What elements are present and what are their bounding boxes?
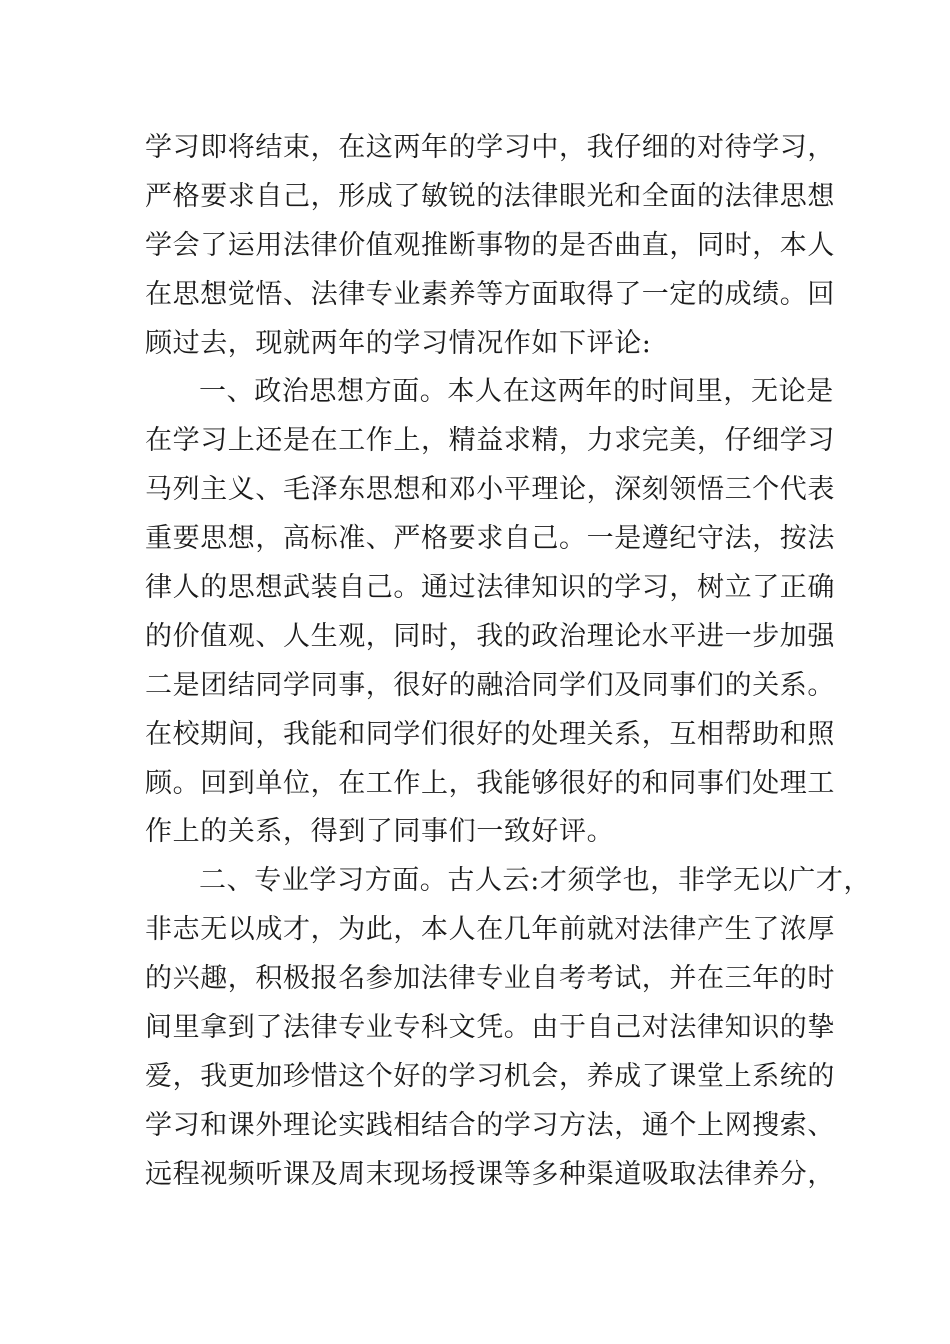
paragraph-start-line: 一、政治思想方面。本人在这两年的时间里，无论是 (199, 376, 834, 408)
text-line: 在学习上还是在工作上，精益求精，力求完美，仔细学习 (145, 425, 835, 457)
text-line: 在校期间，我能和同学们很好的处理关系，互相帮助和照 (145, 718, 835, 750)
text-line: 作上的关系，得到了同事们一致好评。 (145, 816, 615, 848)
text-line: 在思想觉悟、法律专业素养等方面取得了一定的成绩。回 (145, 278, 835, 310)
text-line: 非志无以成才，为此，本人在几年前就对法律产生了浓厚 (145, 914, 835, 946)
text-line: 学会了运用法律价值观推断事物的是否曲直，同时，本人 (145, 229, 835, 261)
text-line: 律人的思想武装自己。通过法律知识的学习，树立了正确 (145, 572, 835, 604)
text-line: 爱，我更加珍惜这个好的学习机会，养成了课堂上系统的 (145, 1060, 835, 1092)
text-line: 学习和课外理论实践相结合的学习方法，通个上网搜索、 (145, 1109, 835, 1141)
text-line: 严格要求自己，形成了敏锐的法律眼光和全面的法律思想 (145, 180, 835, 212)
text-line: 马列主义、毛泽东思想和邓小平理论，深刻领悟三个代表 (145, 474, 835, 506)
body-text (145, 124, 872, 1200)
paragraph-start-line: 二、专业学习方面。古人云:才须学也，非学无以广才， (199, 865, 872, 897)
text-line: 重要思想，高标准、严格要求自己。一是遵纪守法，按法 (145, 523, 835, 555)
text-line: 顾过去，现就两年的学习情况作如下评论: (145, 327, 652, 359)
text-line: 的兴趣，积极报名参加法律专业自考考试，并在三年的时 (145, 963, 835, 995)
text-line: 二是团结同学同事，很好的融洽同学们及同事们的关系。 (145, 669, 835, 701)
text-line: 间里拿到了法律专业专科文凭。由于自己对法律知识的挚 (145, 1012, 835, 1044)
text-line: 顾。回到单位，在工作上，我能够很好的和同事们处理工 (145, 767, 835, 799)
text-line: 的价值观、人生观，同时，我的政治理论水平进一步加强 (145, 620, 835, 652)
text-line: 远程视频听课及周末现场授课等多种渠道吸取法律养分， (145, 1158, 835, 1190)
text-line: 学习即将结束，在这两年的学习中，我仔细的对待学习， (145, 132, 835, 163)
